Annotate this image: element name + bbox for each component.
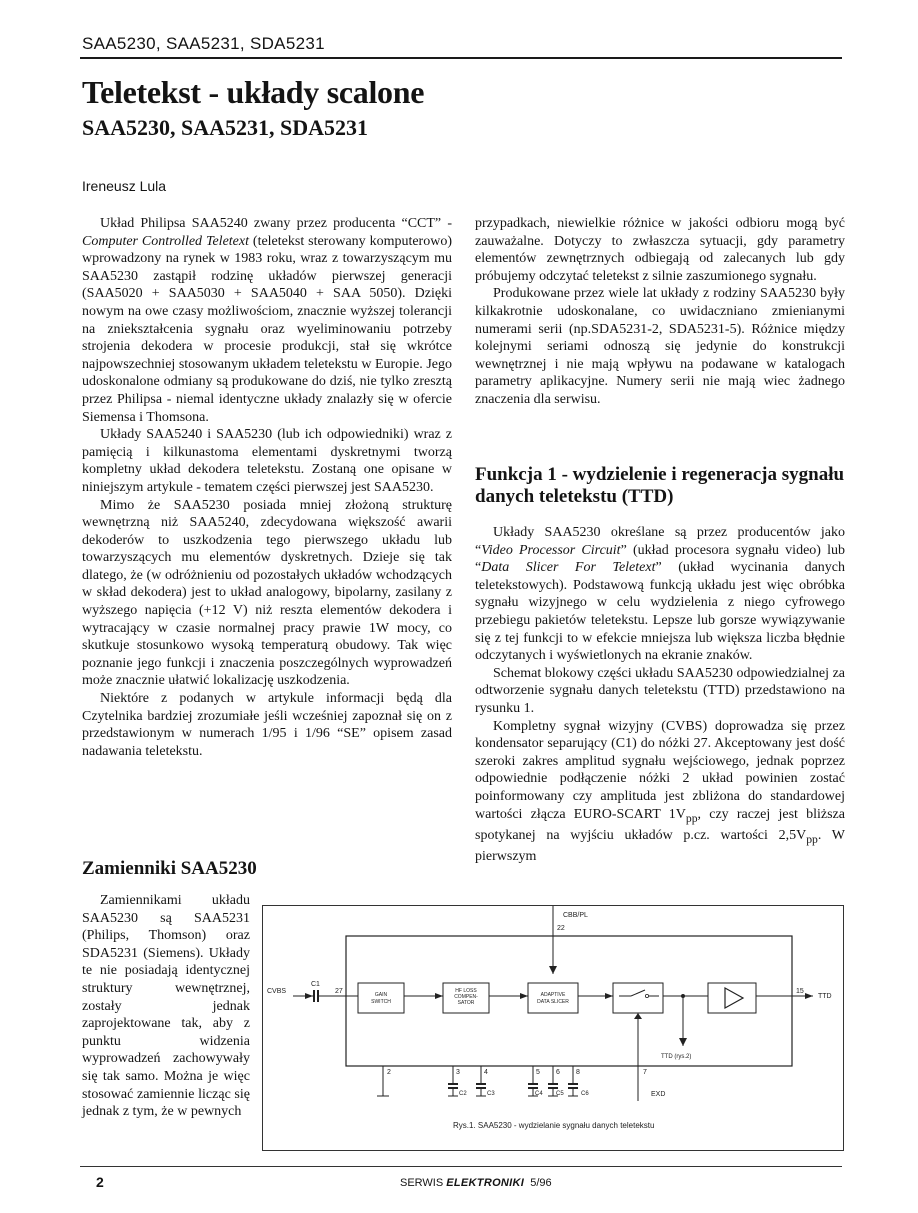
c1-label: C1: [311, 981, 320, 988]
footer-rule: [80, 1166, 842, 1167]
pin-3-label: 3: [456, 1069, 460, 1076]
input-arrow-icon: [305, 993, 313, 999]
journal-name: SERWIS ELEKTRONIKI 5/96: [400, 1177, 552, 1189]
pin-8-label: 8: [576, 1069, 580, 1076]
page-number: 2: [96, 1174, 104, 1190]
gain-label-2: SWITCH: [371, 999, 391, 1005]
paragraph: Kompletny sygnał wizyjny (CVBS) doprowadza się przez kondensator separujący (C1) do nóżki 27. Akceptowany jest dość szeroki zakres amplitud sygnału wejściowego, jednak poprzez odpowiednie podłączenie nóżki 2 układ powinien zostać poinformowany czy amplituda jest zbliżona do standardowej wartości złącza EURO-SCART $1V_{pp}$, czy raczej jest bliższa spotykanej na wyjściu układów p.cz. wartości $2,5V_{pp}$. W pierwszym: [475, 718, 845, 865]
pin-22-label: 22: [557, 925, 565, 932]
right-column: [475, 215, 845, 409]
switch-block: [613, 983, 663, 1013]
arrow-icon: [435, 993, 443, 999]
cbb-label: CBB/PL: [563, 912, 588, 919]
article-subtitle: SAA5230, SAA5231, SDA5231: [82, 115, 369, 140]
pin-2-label: 2: [387, 1069, 391, 1076]
c6-label: C6: [581, 1091, 589, 1097]
c5-label: C5: [556, 1091, 564, 1097]
cvbs-label: CVBS: [267, 988, 287, 995]
paragraph: Niektóre z podanych w artykule informacji będą dla Czytelnika bardziej zrozumiałe jeśli wcześniej zapoznał się on z przedstawionym w numerach 1/95 i 1/96 “SE” opisem zasad nadawania teletekstu.: [82, 691, 452, 759]
gain-label-1: GAIN: [374, 992, 388, 998]
paragraph: Mimo że SAA5230 posiada mniej złożoną strukturę wewnętrzną niż SAA5240, zdecydowana większość awarii dekoderów to uszkodzenia tego pierwszego układu lub towarzyszących mu elementów dyskretnych. Dzieje się tak dlatego, że (w odróżnieniu od pozostałych układów wchodzących w skład dekodera) jest to układ analogowy, bipolarny, zasilany z wyższego napięcia (+12 V) niż reszta elementów dekodera i wytracający w czasie normalnej pracy prawie 1W mocy, co skutkuje stosunkowo wysoką temperaturą obudowy. Tak więc poznanie jego funkcji i znaczenia poszczególnych wyprowadzeń może znacznie ułatwić lokalizację uszkodzenia.: [82, 497, 452, 689]
figure-caption: Rys.1. SAA5230 - wydzielanie sygnału danych teletekstu: [453, 1121, 655, 1130]
article-title: Teletekst - układy scalone: [82, 74, 425, 110]
pin-4-label: 4: [484, 1069, 488, 1076]
c2-label: C2: [459, 1091, 467, 1097]
paragraph: Schemat blokowy części układu SAA5230 odpowiedzialnej za odtworzenie sygnału danych teletekstu (TTD) przedstawiono na rysunku 1.: [475, 665, 845, 716]
slicer-label-2: DATA SLICER: [537, 999, 569, 1005]
c4-label: C4: [535, 1091, 543, 1097]
section-heading-zamienniki: Zamienniki SAA5230: [82, 858, 257, 879]
article-author: Ireneusz Lula: [82, 178, 167, 194]
hf-label-2: COMPEN-: [454, 994, 478, 1000]
paragraph: Układ Philipsa SAA5240 zwany przez producenta “CCT” - Computer Controlled Teletext (teletekst sterowany komputerowo) wprowadzony na rynek w 1983 roku, wraz z towarzyszącym mu SAA5230 zastąpił rodzinę układów pierwszej generacji (SAA5020 + SAA5030 + SAA5040 + SAA 5050). Dzięki nowym na owe czasy możliwościom, znacznie wyższej tolerancji na zniekształcenia sygnału oraz wyeliminowaniu potrzeby strojenia dekodera w procesie produkcji, stał się wkrótce najpowszechniej stosowanym układem teletekstu w Europie. Jego udoskonalone odmiany są produkowane do dziś, nie tylko zresztą przez Philipsa - niemal identyczne układy znalazły się w ofercie Siemensa i Thomsona.: [82, 216, 452, 425]
pin-15-label: 15: [796, 988, 804, 995]
data-slicer-block: [528, 983, 578, 1013]
output-arrow-icon: [805, 993, 813, 999]
output-buffer-block: [708, 983, 756, 1013]
exd-label: EXD: [651, 1091, 666, 1098]
block-diagram-svg: [263, 906, 845, 1152]
paragraph: Układy SAA5240 i SAA5230 (lub ich odpowiedniki) wraz z pamięcią i kilkunastoma elementami dyskretnymi tworzą kompletny układ dekodera teletekstu. Zostaną one opisane w niniejszym artykule - tematem części pierwszej jest SAA5230.: [82, 427, 452, 495]
ttd-note: TTD (rys.2): [661, 1054, 692, 1060]
slicer-label-1: ADAPTIVE: [540, 992, 566, 998]
left-column: [82, 215, 452, 760]
pin-6-label: 6: [556, 1069, 560, 1076]
figure-block-diagram: [262, 905, 844, 1151]
section-heading-funkcja: Funkcja 1 - wydzielenie i regeneracja sygnału danych teletekstu (TTD): [475, 464, 845, 507]
pin-5-label: 5: [536, 1069, 540, 1076]
paragraph: Produkowane przez wiele lat układy z rodziny SAA5230 były kilkakrotnie udoskonalane, co uwidaczniano zmienianymi numerami serii (np.SDA5231-2, SDA5231-5). Różnice między kolejnymi seriami odnoszą się jedynie do konstrukcji wewnętrznej i nie mają wpływu na podawane w katalogach parametry aplikacyjne. Numery serii nie mają wiec żadnego znaczenia dla serwisu.: [475, 286, 845, 407]
arrow-icon: [605, 993, 613, 999]
hf-label-1: HF LOSS: [455, 988, 477, 994]
paragraph: Zamiennikami układu SAA5230 są SAA5231 (Philips, Thomson) oraz SDA5231 (Siemens). Układy te nie posiadają identycznej struktury wewnętrznej, zostały jednak zaprojektowane tak, aby z punktu widzenia wyprowadzeń zachowywały się tak samo. Można je więc stosować zamiennie licząc się jednak z tym, że w pewnych: [82, 893, 250, 1120]
ttd-tap-arrow-icon: [679, 1038, 687, 1046]
gain-switch-block: [358, 983, 404, 1013]
ttd-out-label: TTD: [818, 993, 832, 1000]
header-rule: [80, 57, 842, 59]
hf-label-3: SATOR: [457, 1000, 475, 1006]
pin-7-label: 7: [643, 1069, 647, 1076]
zamienniki-text: [82, 892, 250, 1121]
paragraph: przypadkach, niewielkie różnice w jakości odbioru mogą być zauważalne. Dotyczy to zwłaszcza sytuacji, gdy parametry elementów zewnętrznych odbiegają od zalecanych lub gdy próbujemy odczytać teletekst z silnie zaszumionego sygnału.: [475, 216, 845, 284]
paragraph: Układy SAA5230 określane są przez producentów jako “Video Processor Circuit” (układ procesora sygnału video) lub “Data Slicer For Teletext” (układ wycinania danych teletekstowych). Podstawową funkcją układu jest więc obróbka sygnału wizyjnego w celu wydzielenia z niego cyfrowego przebiegu pakietów teletekstu. Lepsze lub gorsze wywiązywanie się z tej funkcji to w efekcie mniejsza lub większa liczba błędnie odczytanych i wyświetlonych na ekranie znaków.: [475, 525, 845, 664]
arrow-icon: [520, 993, 528, 999]
switch-control-arrow-icon: [634, 1013, 642, 1019]
funkcja-text: [475, 524, 845, 866]
running-header: SAA5230, SAA5231, SDA5231: [82, 34, 325, 53]
c3-label: C3: [487, 1091, 495, 1097]
cbb-arrow-icon: [549, 966, 557, 974]
pin-27-label: 27: [335, 988, 343, 995]
